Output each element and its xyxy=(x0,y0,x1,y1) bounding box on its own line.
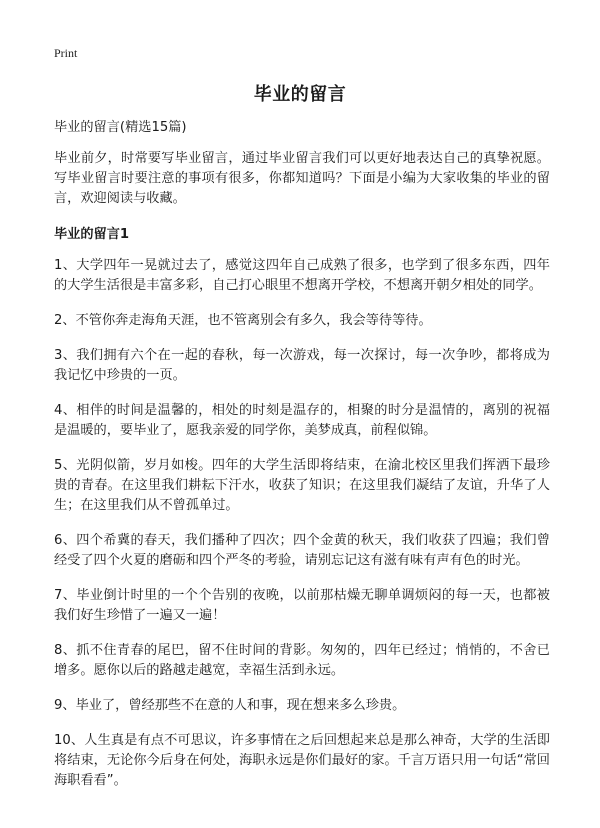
message-item: 10、人生真是有点不可思议，许多事情在之后回想起来总是那么神奇，大学的生活即将结束，无论你今后身在何处，海职永远是你们最好的家。千言万语只用一句话“常回海职看看”。 xyxy=(54,733,550,788)
message-item: 3、我们拥有六个在一起的春秋，每一次游戏，每一次探讨，每一次争吵，都将成为我记忆中珍贵的一页。 xyxy=(54,348,550,383)
message-item: 7、毕业倒计时里的一个个告别的夜晚，以前那枯燥无聊单调烦闷的每一天，也都被我们好生珍惜了一遍又一遍！ xyxy=(54,588,550,623)
section-heading: 毕业的留言1 xyxy=(54,227,130,242)
message-item: 4、相伴的时间是温馨的，相处的时刻是温存的，相聚的时分是温情的，离别的祝福是温暖的，要毕业了，愿我亲爱的同学你，美梦成真，前程似锦。 xyxy=(54,403,550,438)
page-title: 毕业的留言 xyxy=(253,84,347,105)
print-link[interactable]: Print xyxy=(54,46,78,60)
message-item: 6、四个希冀的春天，我们播种了四次；四个金黄的秋天，我们收获了四遍；我们曾经受了四个火夏的磨砺和四个严冬的考验，请别忘记这有滋有味有声有色的时光。 xyxy=(54,533,550,568)
message-item: 1、大学四年一晃就过去了，感觉这四年自己成熟了很多，也学到了很多东西，四年的大学生活很是丰富多彩，自己打心眼里不想离开学校，不想离开朝夕相处的同学。 xyxy=(54,258,550,293)
message-item: 9、毕业了，曾经那些不在意的人和事，现在想来多么珍贵。 xyxy=(54,698,406,713)
intro-paragraph: 毕业前夕，时常要写毕业留言，通过毕业留言我们可以更好地表达自己的真挚祝愿。写毕业留言时要注意的事项有很多，你都知道吗？下面是小编为大家收集的毕业的留言，欢迎阅读与收藏。 xyxy=(54,151,550,206)
message-item: 8、抓不住青春的尾巴，留不住时间的背影。匆匆的，四年已经过；悄悄的，不舍已增多。愿你以后的路越走越宽，幸福生活到永远。 xyxy=(54,643,550,678)
article-body xyxy=(54,118,550,806)
message-item: 5、光阴似箭，岁月如梭。四年的大学生活即将结束，在渝北校区里我们挥洒下最珍贵的青春。在这里我们耕耘下汗水，收获了知识；在这里我们凝结了友谊，升华了人生；在这里我们从不曾孤单过。 xyxy=(54,458,550,513)
message-item: 2、不管你奔走海角天涯，也不管离别会有多久，我会等待等待。 xyxy=(54,313,432,328)
article-subtitle: 毕业的留言(精选15篇) xyxy=(54,120,187,135)
